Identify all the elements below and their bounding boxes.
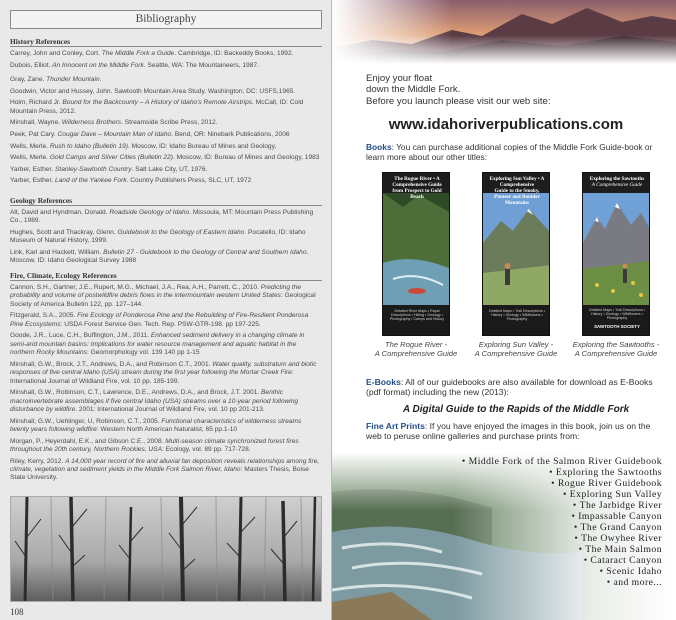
intro-line: down the Middle Fork. bbox=[366, 84, 461, 96]
gallery-item-more[interactable]: • and more... bbox=[412, 577, 662, 588]
book-cover-rogue-river[interactable] bbox=[382, 172, 450, 336]
left-page bbox=[0, 0, 332, 620]
reference-entry: Morgan, P., Heyerdahl, E.K., and Gibson C.E., 2008. Multi-season climate synchronized forest fires throughout the 20th century, Northern Rockies, USA: Ecology, vol. 89 pp. 717-728. bbox=[10, 437, 299, 453]
reference-entry: Carrey, John and Conley, Cort. The Middle Fork a Guide. Cambridge, ID: Backeddy Books, 1992. bbox=[10, 50, 294, 58]
reference-entry: Fitzgerald, S.A., 2005. Fire Ecology of Ponderosa Pine and the Rebuilding of Fire-Resilient Ponderosa Pine Ecosystems: USDA Forest Service Gen. Tech. Rep. PSW-GTR-198. pp 197-225. bbox=[10, 312, 309, 328]
reference-entry: Peek, Pat Cary. Cougar Dave – Mountain Man of Idaho. Bend, OR: Ninebark Publications, 2006 bbox=[10, 130, 290, 138]
ebooks-paragraph: E-Books: All of our guidebooks are also available for download as E-Books (pdf format) including the new (2013): bbox=[366, 377, 653, 398]
cover-caption: Exploring the Sawtooths - A Comprehensive Guide bbox=[572, 340, 660, 358]
section-heading-history: History References bbox=[10, 37, 322, 47]
cover-title: The Rogue River • A Comprehensive Guide from Prospect to Gold Beach bbox=[392, 176, 442, 200]
reference-entry: Wells, Merle. Gold Camps and Silver Cities (Bulletin 22). Moscow, ID: Bureau of Mines and Geology, 1983 bbox=[10, 154, 320, 162]
gallery-item[interactable]: • The Owyhee River bbox=[412, 533, 662, 544]
digital-guide-title: A Digital Guide to the Rapids of the Middle Fork bbox=[402, 404, 630, 415]
fine-art-prints-paragraph: Fine Art Prints: If you have enjoyed the images in this book, join us on the web to peruse online galleries and purchase prints from: bbox=[366, 421, 651, 442]
gallery-item[interactable]: • Middle Fork of the Salmon River Guidebook bbox=[412, 456, 662, 467]
reference-entry: Riley, Kerry, 2012. A 14,000 year record of fire and alluvial fan deposition reveals relationships among fire, climate, vegetation and sediment yields in the Middle Fork Salmon River, Idaho: Masters Thesis, Boise State University. bbox=[10, 457, 320, 482]
reference-entry: Minshall, Wayne. Wilderness Brothers. Streamside Scribe Press, 2012. bbox=[10, 119, 218, 127]
right-page bbox=[332, 0, 676, 620]
reference-entry: Link, Karl and Hackett, William. Bulletin 27 - Guidebook to the Geology of Central and Southern Idaho. Moscow, ID: Idaho Geological Survey 1988 bbox=[10, 248, 309, 265]
gallery-item[interactable]: • Cataract Canyon bbox=[412, 555, 662, 566]
book-covers bbox=[366, 172, 666, 362]
cover-title: Exploring Sun Valley • A Comprehensive Guide to the Smoky, Pioneer and Boulder Mountains bbox=[489, 176, 545, 206]
cover-blurb: Detailed Maps • Trail Descriptions • History • Geology • Wildflowers • Photography bbox=[488, 309, 546, 322]
books-paragraph: Books: You can purchase additional copies of the Middle Fork Guide-book or learn more about our other titles: bbox=[366, 142, 653, 162]
website-url[interactable]: www.idahoriverpublications.com bbox=[388, 116, 624, 133]
cover-title: Exploring the Sawtooths A Comprehensive Guide bbox=[589, 176, 645, 188]
gallery-item[interactable]: • The Jarbidge River bbox=[412, 500, 662, 511]
bibliography-list bbox=[10, 34, 322, 483]
reference-entry: Minshall, G.W., Uehlinger, U, Robinson, C.T., 2005. Functional characteristics of wilderness streams twenty years following wildfire: Western North American Naturalist, 65 pp.1-10 bbox=[10, 417, 302, 433]
bibliography-header: Bibliography bbox=[10, 10, 322, 29]
cover-caption: The Rogue River - A Comprehensive Guide bbox=[374, 340, 458, 358]
sawtooth-society-logo: SAWTOOTH SOCIETY bbox=[594, 324, 640, 329]
reference-entry: Minshall, G.W., Robinson, C.T., Lawrence, D.E., Andrews, D.A., and Brock, J.T. 2001. Benthic macroinvertebrate assemblages if five central Idaho (USA) streams over a 10-year period following disturbance by wildfire. 2001: International Journal of Wildland Fire, vol. 10 pp 201-213. bbox=[10, 389, 299, 413]
print-gallery-list bbox=[412, 456, 662, 588]
books-label: Books bbox=[366, 142, 392, 152]
gallery-item[interactable]: • Exploring the Sawtooths bbox=[412, 467, 662, 478]
cover-blurb: Detailed River Maps • Rapid Descriptions • Hiking • Geology • Photography • Camps and History bbox=[389, 309, 445, 322]
reference-entry: Hughes, Scott and Thackray, Glenn. Guidebook to the Geology of Eastern Idaho. Pocatello, ID: Idaho Museum of Natural History, 1999. bbox=[10, 228, 306, 245]
gallery-item[interactable]: • The Grand Canyon bbox=[412, 522, 662, 533]
reference-entry: Dubois, Elliot. An Innocent on the Middle Fork. Seattle, WA: The Mountaineers, 1987. bbox=[10, 61, 259, 69]
section-heading-geology: Geology References bbox=[10, 196, 322, 206]
reference-entry: Yarber, Esther. Land of the Yankee Fork. Country Publishers Press, SLC, UT, 1972 bbox=[10, 177, 252, 185]
ebooks-label: E-Books bbox=[366, 377, 401, 387]
cover-caption: Exploring Sun Valley - A Comprehensive Guide bbox=[474, 340, 558, 358]
fine-art-prints-label: Fine Art Prints bbox=[366, 421, 425, 431]
intro-text bbox=[366, 73, 666, 107]
forest-illustration bbox=[11, 497, 322, 602]
cover-blurb: Detailed Maps • Trail Descriptions • History • Geology • Wildflowers • Photography bbox=[588, 308, 646, 321]
reference-entry: Goodwin, Victor and Hussey, John. Sawtooth Mountain Area Study. Washington, DC: USFS,1965. bbox=[10, 87, 296, 95]
reference-entry: Wells, Merle. Rush to Idaho (Bulletin 19). Moscow, ID: Idaho Bureau of Mines and Geology, bbox=[10, 142, 277, 150]
reference-entry: Holm, Richard Jr. Bound for the Backcounty – A History of Idaho's Remote Airstrips. McCall, ID: Cold Mountain Press, 2012. bbox=[10, 99, 304, 115]
gallery-item[interactable]: • Rogue River Guidebook bbox=[412, 478, 662, 489]
book-cover-sun-valley[interactable] bbox=[482, 172, 550, 336]
forest-photo bbox=[10, 496, 322, 602]
reference-entry: Alt, David and Hyndman, Donald. Roadside Geology of Idaho. Missoula, MT: Mountain Press Publishing Co., 1989. bbox=[10, 208, 314, 225]
section-heading-fire-climate-ecology: Fire, Climate, Ecology References bbox=[10, 271, 322, 281]
gallery-item[interactable]: • The Main Salmon bbox=[412, 544, 662, 555]
gallery-item[interactable]: • Scenic Idaho bbox=[412, 566, 662, 577]
reference-entry: Goode, J.R., Luce, C.H., Buffington, J.M., 2011. Enhanced sediment delivery in a changing climate in semi-arid mountain basins: Implications for water resource management and aquatic habitat in the northern Rocky Mountains: Geomorphology vol. 139 140 pp 1-15 bbox=[10, 332, 305, 357]
intro-line: Enjoy your float bbox=[366, 73, 433, 84]
reference-entry: Minshall, G.W., Brock, J.T., Andrews, D.A., and Robinson C.T., 2001. Water quality, substratum and biotic responses of five central Idaho (USA) stream during the first year following the Mortar Creek Fire: International Journal of Wildland Fire, vol. 10 pp. 185-199. bbox=[10, 360, 317, 385]
reference-entry: Gray, Zane. Thunder Mountain. bbox=[10, 76, 102, 84]
intro-line: Before you launch please visit our web site: bbox=[366, 95, 551, 107]
gallery-item[interactable]: • Exploring Sun Valley bbox=[412, 489, 662, 500]
book-cover-sawtooths[interactable] bbox=[582, 172, 650, 336]
page-number: 108 bbox=[10, 607, 24, 617]
sunset-mountain-photo bbox=[332, 0, 676, 64]
reference-entry: Yarber, Esther. Stanley-Sawtooth Country. Salt Lake City, UT, 1976. bbox=[10, 165, 208, 173]
reference-entry: Cannon, S.H., Gartner, J.E., Rupert, M.G., Michael, J.A., Rea, A.H., Parrett, C., 2010. Predicting the probability and volume of postwildfire debris flows in the intermountain western United States: Geological Society of America Bulletin 122, pp. 127–144. bbox=[10, 283, 316, 308]
gallery-item[interactable]: • Impassable Canyon bbox=[412, 511, 662, 522]
